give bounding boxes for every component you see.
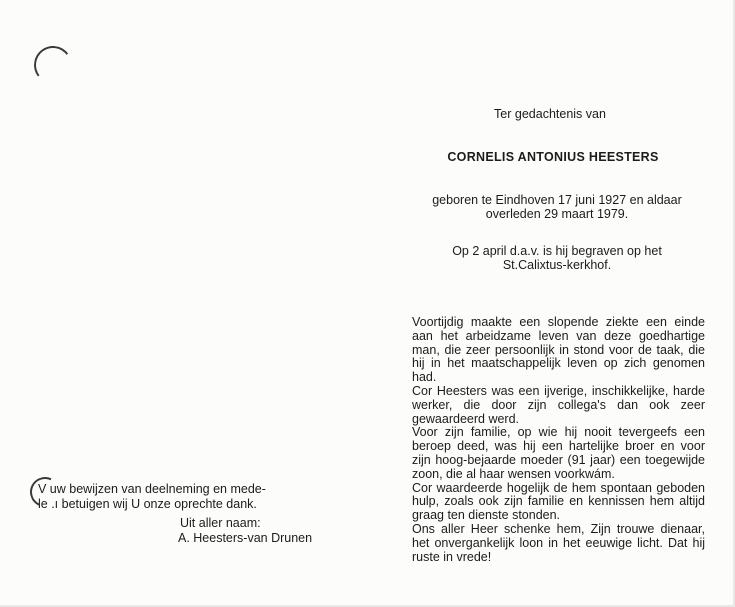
eulogy-paragraph: Cor Heesters was een ijverige, inschikkelijke, harde werker, die door zijn collega's dan ook zeer gewaardeerd werd. (412, 383, 705, 426)
signature-line-1: Uit aller naam: (180, 516, 261, 530)
eulogy-paragraph: Cor waardeerde hogelijk de hem spontaan geboden hulp, zoals ook zijn familie en kennissen hem altijd graag ten dienste stonden. (412, 480, 705, 523)
deceased-name: CORNELIS ANTONIUS HEESTERS (447, 150, 659, 164)
birth-death-dates (412, 193, 702, 221)
eulogy-paragraph: Voor zijn familie, op wie hij nooit tevergeefs een beroep deed, was hij een hartelijke broer en voor zijn hoog-bejaarde moeder (91 jaar) een toegewijde zoon, die al haar wensen voorkwám. (412, 425, 705, 481)
eulogy-text (412, 316, 705, 564)
burial-info (412, 244, 702, 272)
dates-line-1: geboren te Eindhoven 17 juni 1927 en aldaar (432, 193, 682, 207)
thanks-note (38, 482, 330, 512)
eulogy-paragraph: Ons aller Heer schenke hem, Zijn trouwe dienaar, het onvergankelijk loon in het eeuwige licht. Dat hij ruste in vrede! (412, 521, 705, 564)
signature-block (178, 516, 348, 546)
eulogy-paragraph: Voortijdig maakte een slopende ziekte een einde aan het arbeidzame leven van deze goedhartige man, die zeer persoonlijk in stond voor de taak, die hij in het maatschappelijk leven op zich genomen had. (412, 315, 705, 385)
memorial-heading: Ter gedachtenis van (494, 107, 606, 121)
thanks-line-2: le .ı betuigen wij U onze oprechte dank. (38, 497, 257, 511)
dates-line-2: overleden 29 maart 1979. (485, 207, 629, 221)
punch-hole-mark (32, 44, 75, 87)
burial-line-1: Op 2 april d.a.v. is hij begraven op het (452, 244, 662, 258)
burial-line-2: St.Calixtus-kerkhof. (502, 258, 612, 272)
signature-line-2: A. Heesters-van Drunen (178, 531, 313, 545)
thanks-line-1: V uw bewijzen van deelneming en mede- (38, 482, 266, 496)
